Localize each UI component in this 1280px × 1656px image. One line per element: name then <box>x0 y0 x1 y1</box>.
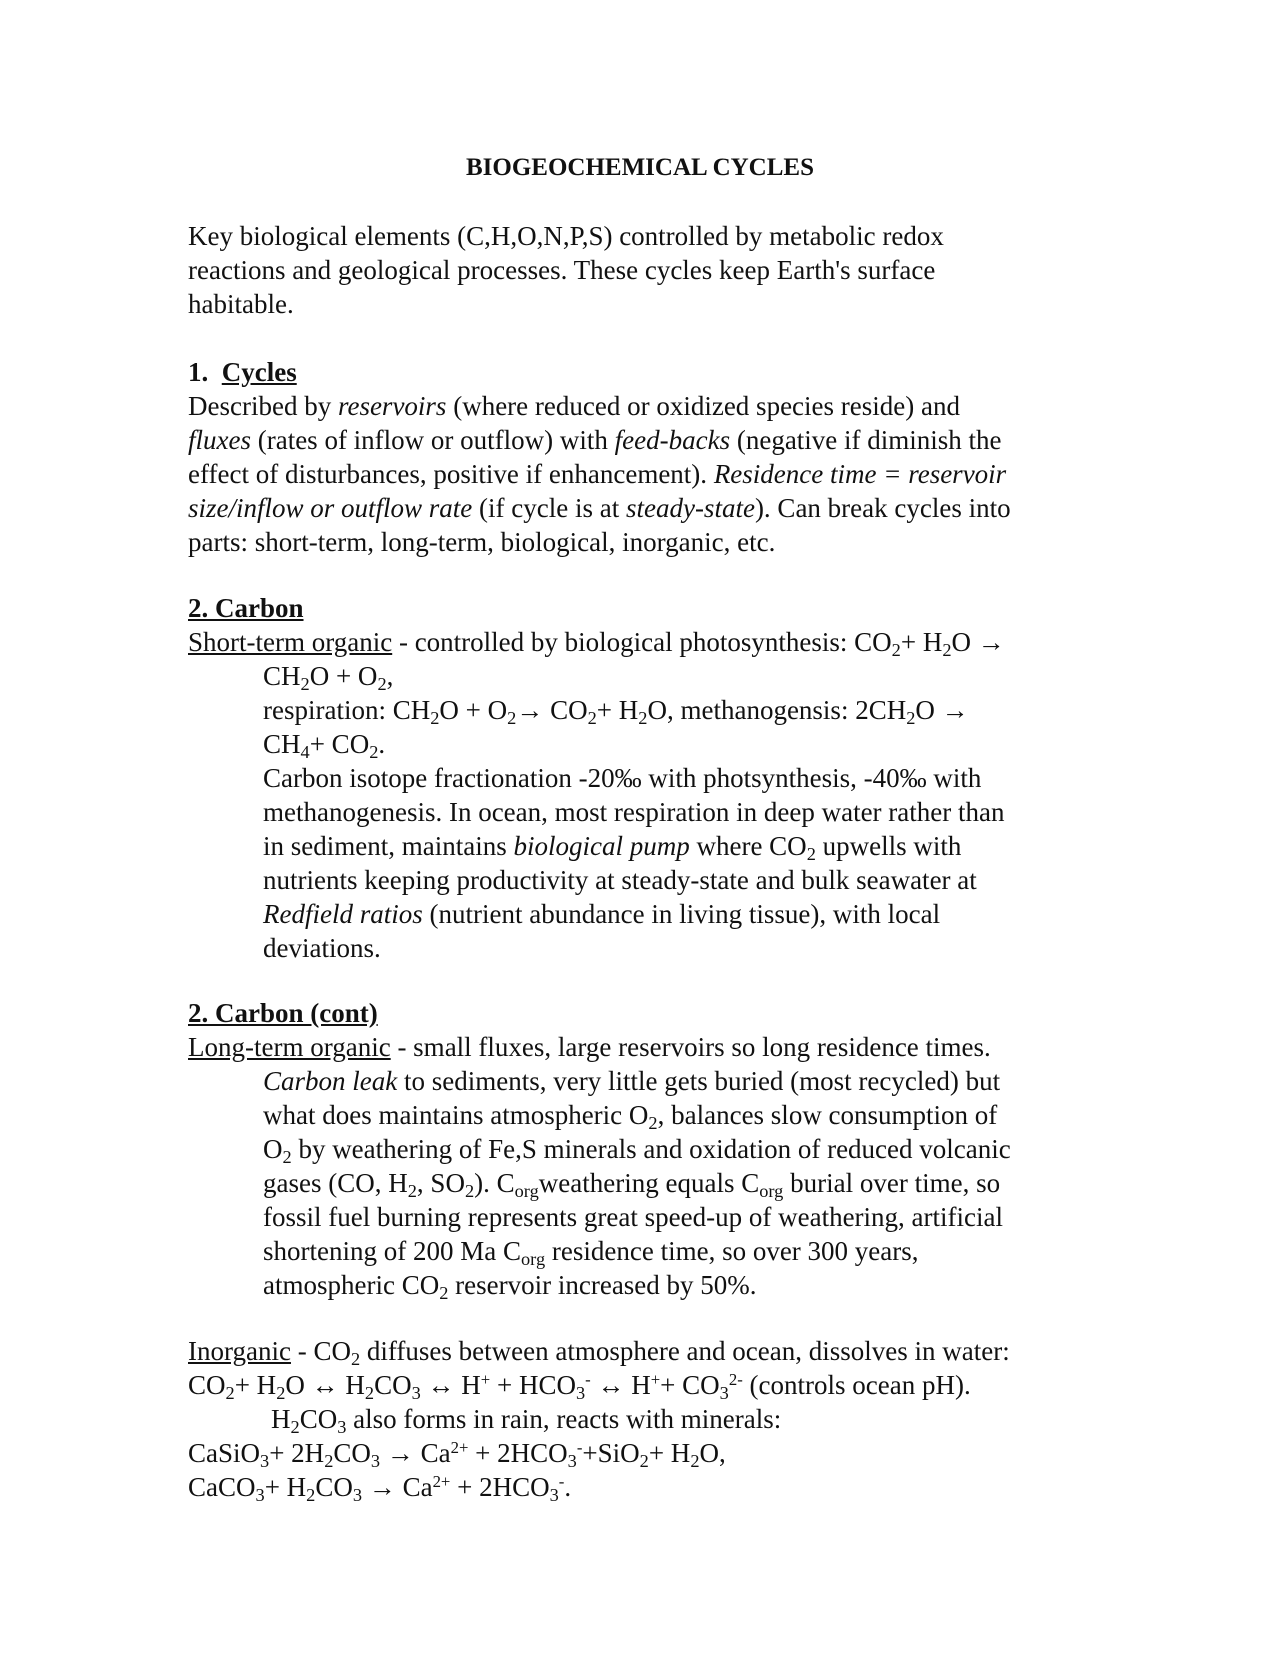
text-run: to sediments, very little gets buried (most recycled) but <box>397 1066 1001 1096</box>
text-run: ). Can break cycles into <box>754 493 1011 523</box>
italic-term: Redfield ratios <box>263 899 423 929</box>
text-run: respiration: CH <box>263 695 431 725</box>
subscript: 2 <box>690 1451 700 1472</box>
superscript: - <box>558 1471 565 1491</box>
text-run: reservoir increased by 50%. <box>448 1270 757 1300</box>
italic-term: Residence time = reservoir <box>713 459 1007 489</box>
text-run: , SO <box>416 1168 465 1198</box>
text-line <box>188 625 1088 659</box>
text-line <box>188 1200 1088 1234</box>
text-run: what does maintains atmospheric O <box>263 1100 649 1130</box>
text-run: O + O <box>439 695 508 725</box>
subscript: 3 <box>549 1485 559 1506</box>
text-run: reactions and geological processes. These cycles keep Earth's surface <box>188 255 936 285</box>
text-run: , balances slow consumption of <box>657 1100 998 1130</box>
text-run: upwells with <box>815 831 962 861</box>
superscript: + <box>480 1369 491 1389</box>
text-run: +SiO <box>582 1438 640 1468</box>
text-line <box>188 253 1088 287</box>
subscript: 2 <box>430 708 440 729</box>
text-run: methanogenesis. In ocean, most respiration in deep water rather than <box>263 797 1005 827</box>
subscript: 2 <box>324 1451 334 1472</box>
text-run: ↔ H <box>420 1370 481 1400</box>
subscript: 2 <box>638 708 648 729</box>
text-run: where CO <box>689 831 807 861</box>
text-line <box>188 693 1088 727</box>
subscript: 2 <box>806 844 816 865</box>
text-line <box>188 1234 1088 1268</box>
section-heading <box>188 591 1088 625</box>
text-run: → Ca <box>362 1472 433 1502</box>
superscript: - <box>576 1437 583 1457</box>
text-line <box>188 727 1088 761</box>
text-line <box>188 457 1088 491</box>
subscript: 2 <box>350 1349 361 1370</box>
subscript: 2 <box>906 708 916 729</box>
subscript: 2 <box>587 708 597 729</box>
text-line <box>188 389 1088 423</box>
text-run: + H <box>234 1370 277 1400</box>
text-run: parts: short-term, long-term, biological, inorganic, etc. <box>188 527 776 557</box>
text-run: by weathering of Fe,S minerals and oxidation of reduced volcanic <box>291 1134 1011 1164</box>
text-line <box>188 287 1088 321</box>
italic-term: steady-state <box>625 493 755 523</box>
subscript: 2 <box>891 640 901 661</box>
text-line <box>188 219 1088 253</box>
text-run: - controlled by biological photosynthesis: CO <box>392 627 892 657</box>
italic-term: fluxes <box>188 425 251 455</box>
text-line <box>188 1030 1088 1064</box>
text-line <box>188 491 1088 525</box>
subscript: 2 <box>290 1417 300 1438</box>
section-carbon-cont <box>188 996 1088 1302</box>
text-line <box>188 829 1088 863</box>
text-run: H <box>271 1404 291 1434</box>
subscript: org <box>759 1181 784 1202</box>
text-line <box>188 1436 1088 1470</box>
text-line <box>188 525 1088 559</box>
text-run: O, methanogensis: 2CH <box>647 695 907 725</box>
superscript: 2+ <box>432 1471 451 1491</box>
text-run: → Ca <box>380 1438 451 1468</box>
text-line <box>188 1334 1088 1368</box>
subscript: 3 <box>567 1451 577 1472</box>
text-run: CO <box>374 1370 412 1400</box>
underlined-label: Inorganic <box>188 1336 291 1366</box>
italic-term: Carbon leak <box>263 1066 398 1096</box>
heading-number: 1. <box>188 357 209 387</box>
underlined-label: Short-term organic <box>188 627 393 657</box>
text-run: . <box>564 1472 572 1502</box>
text-run: atmospheric CO <box>263 1270 440 1300</box>
text-run: CH <box>263 729 301 759</box>
text-line <box>188 897 1088 931</box>
text-run: effect of disturbances, positive if enhancement). <box>188 459 714 489</box>
subscript: 2 <box>464 1181 475 1202</box>
subscript: 2 <box>300 674 310 695</box>
text-run: CaSiO <box>188 1438 261 1468</box>
text-line <box>188 1098 1088 1132</box>
text-run: (controls ocean pH). <box>742 1370 971 1400</box>
text-run: (where reduced or oxidized species reside) and <box>446 391 960 421</box>
subscript: 2 <box>507 708 517 729</box>
underlined-label: Long-term organic <box>188 1032 391 1062</box>
text-run: gases (CO, H <box>263 1168 408 1198</box>
subscript: 2 <box>225 1383 235 1404</box>
text-run: nutrients keeping productivity at steady-state and bulk seawater at <box>263 865 977 895</box>
text-run: weathering equals C <box>538 1168 760 1198</box>
subscript: 2 <box>306 1485 316 1506</box>
text-run: O, <box>699 1438 726 1468</box>
text-run: CO <box>333 1438 371 1468</box>
subscript: 3 <box>719 1383 729 1404</box>
subscript: 2 <box>364 1383 375 1404</box>
text-run: deviations. <box>263 933 381 963</box>
italic-term: feed-backs <box>614 425 731 455</box>
text-run: shortening of 200 Ma C <box>263 1236 521 1266</box>
text-line <box>188 659 1088 693</box>
subscript: 3 <box>255 1485 265 1506</box>
subscript: 3 <box>575 1383 586 1404</box>
subscript: 2 <box>407 1181 417 1202</box>
text-line <box>188 931 1088 965</box>
text-run: CO <box>299 1404 338 1434</box>
text-run: burial over time, so <box>783 1168 1001 1198</box>
subscript: 3 <box>352 1485 363 1506</box>
text-run: O ↔ H <box>285 1370 365 1400</box>
text-run: also forms in rain, reacts with minerals: <box>346 1404 782 1434</box>
text-line <box>188 1402 1088 1436</box>
subscript: 4 <box>300 742 310 763</box>
text-run: CO <box>188 1370 226 1400</box>
text-run: ↔ H <box>590 1370 651 1400</box>
text-run: ). C <box>474 1168 515 1198</box>
subscript: 3 <box>370 1451 381 1472</box>
text-run: + HCO <box>490 1370 576 1400</box>
text-run: Carbon isotope fractionation -20‰ with photsynthesis, -40‰ with <box>263 763 982 793</box>
text-line <box>188 1368 1088 1402</box>
superscript: + <box>650 1369 661 1389</box>
text-line <box>188 423 1088 457</box>
text-run: + 2HCO <box>450 1472 550 1502</box>
heading-text: Cycles <box>221 357 297 387</box>
subscript: 3 <box>411 1383 421 1404</box>
text-run: (rates of inflow or outflow) with <box>250 425 615 455</box>
subscript: org <box>514 1181 539 1202</box>
text-run: Key biological elements (C,H,O,N,P,S) controlled by metabolic redox <box>188 221 944 251</box>
text-run: + 2HCO <box>468 1438 568 1468</box>
text-run: + CO <box>660 1370 720 1400</box>
intro-paragraph <box>188 219 1088 321</box>
text-run: → CO <box>516 695 588 725</box>
text-run: residence time, so over 300 years, <box>545 1236 919 1266</box>
text-run: O + O <box>309 661 378 691</box>
heading-text: 2. Carbon (cont) <box>188 998 378 1028</box>
subscript: 3 <box>337 1417 347 1438</box>
text-run: + H <box>900 627 943 657</box>
superscript: 2+ <box>450 1437 469 1457</box>
italic-term: size/inflow or outflow rate <box>188 493 473 523</box>
subscript: 3 <box>260 1451 270 1472</box>
italic-term: reservoirs <box>337 391 447 421</box>
section-cycles <box>188 355 1088 559</box>
section-inorganic <box>188 1334 1088 1504</box>
italic-term: biological pump <box>513 831 690 861</box>
superscript: 2- <box>728 1369 743 1389</box>
subscript: 2 <box>439 1283 449 1304</box>
subscript: 2 <box>639 1451 649 1472</box>
text-run: + 2H <box>269 1438 325 1468</box>
text-run: CH <box>263 661 301 691</box>
text-line <box>188 1470 1088 1504</box>
text-run: Described by <box>188 391 338 421</box>
text-run: CaCO <box>188 1472 256 1502</box>
text-run: (negative if diminish the <box>730 425 1002 455</box>
text-line <box>188 863 1088 897</box>
page-title: BIOGEOCHEMICAL CYCLES <box>466 154 814 181</box>
text-line <box>188 1064 1088 1098</box>
subscript: org <box>520 1249 546 1270</box>
text-run: CO <box>315 1472 353 1502</box>
subscript: 2 <box>377 674 387 695</box>
text-line <box>188 795 1088 829</box>
text-run: + CO <box>309 729 370 759</box>
text-run: , <box>386 661 394 691</box>
text-run: in sediment, maintains <box>263 831 514 861</box>
section-carbon <box>188 591 1088 965</box>
text-run: (nutrient abundance in living tissue), with local <box>422 899 941 929</box>
section-heading <box>188 355 1088 389</box>
text-run: - small fluxes, large reservoirs so long residence times. <box>390 1032 991 1062</box>
text-run: + H <box>264 1472 307 1502</box>
section-heading <box>188 996 1088 1030</box>
subscript: 2 <box>648 1113 658 1134</box>
text-run: O → <box>915 695 969 725</box>
text-run: + H <box>648 1438 691 1468</box>
text-line <box>188 1132 1088 1166</box>
text-run: O → <box>951 627 1005 657</box>
text-run: + H <box>596 695 639 725</box>
subscript: 2 <box>276 1383 286 1404</box>
text-run: diffuses between atmosphere and ocean, dissolves in water: <box>360 1336 1010 1366</box>
text-run: habitable. <box>188 289 294 319</box>
heading-text: 2. Carbon <box>188 593 304 623</box>
subscript: 2 <box>942 640 952 661</box>
text-run: O <box>263 1134 283 1164</box>
text-line <box>188 1268 1088 1302</box>
subscript: 2 <box>282 1147 292 1168</box>
text-line <box>188 1166 1088 1200</box>
text-run: . <box>378 729 386 759</box>
text-run: (if cycle is at <box>472 493 626 523</box>
text-line <box>188 761 1088 795</box>
text-run: fossil fuel burning represents great speed-up of weathering, artificial <box>263 1202 1003 1232</box>
superscript: - <box>585 1369 591 1389</box>
subscript: 2 <box>369 742 379 763</box>
text-run: - CO <box>290 1336 351 1366</box>
